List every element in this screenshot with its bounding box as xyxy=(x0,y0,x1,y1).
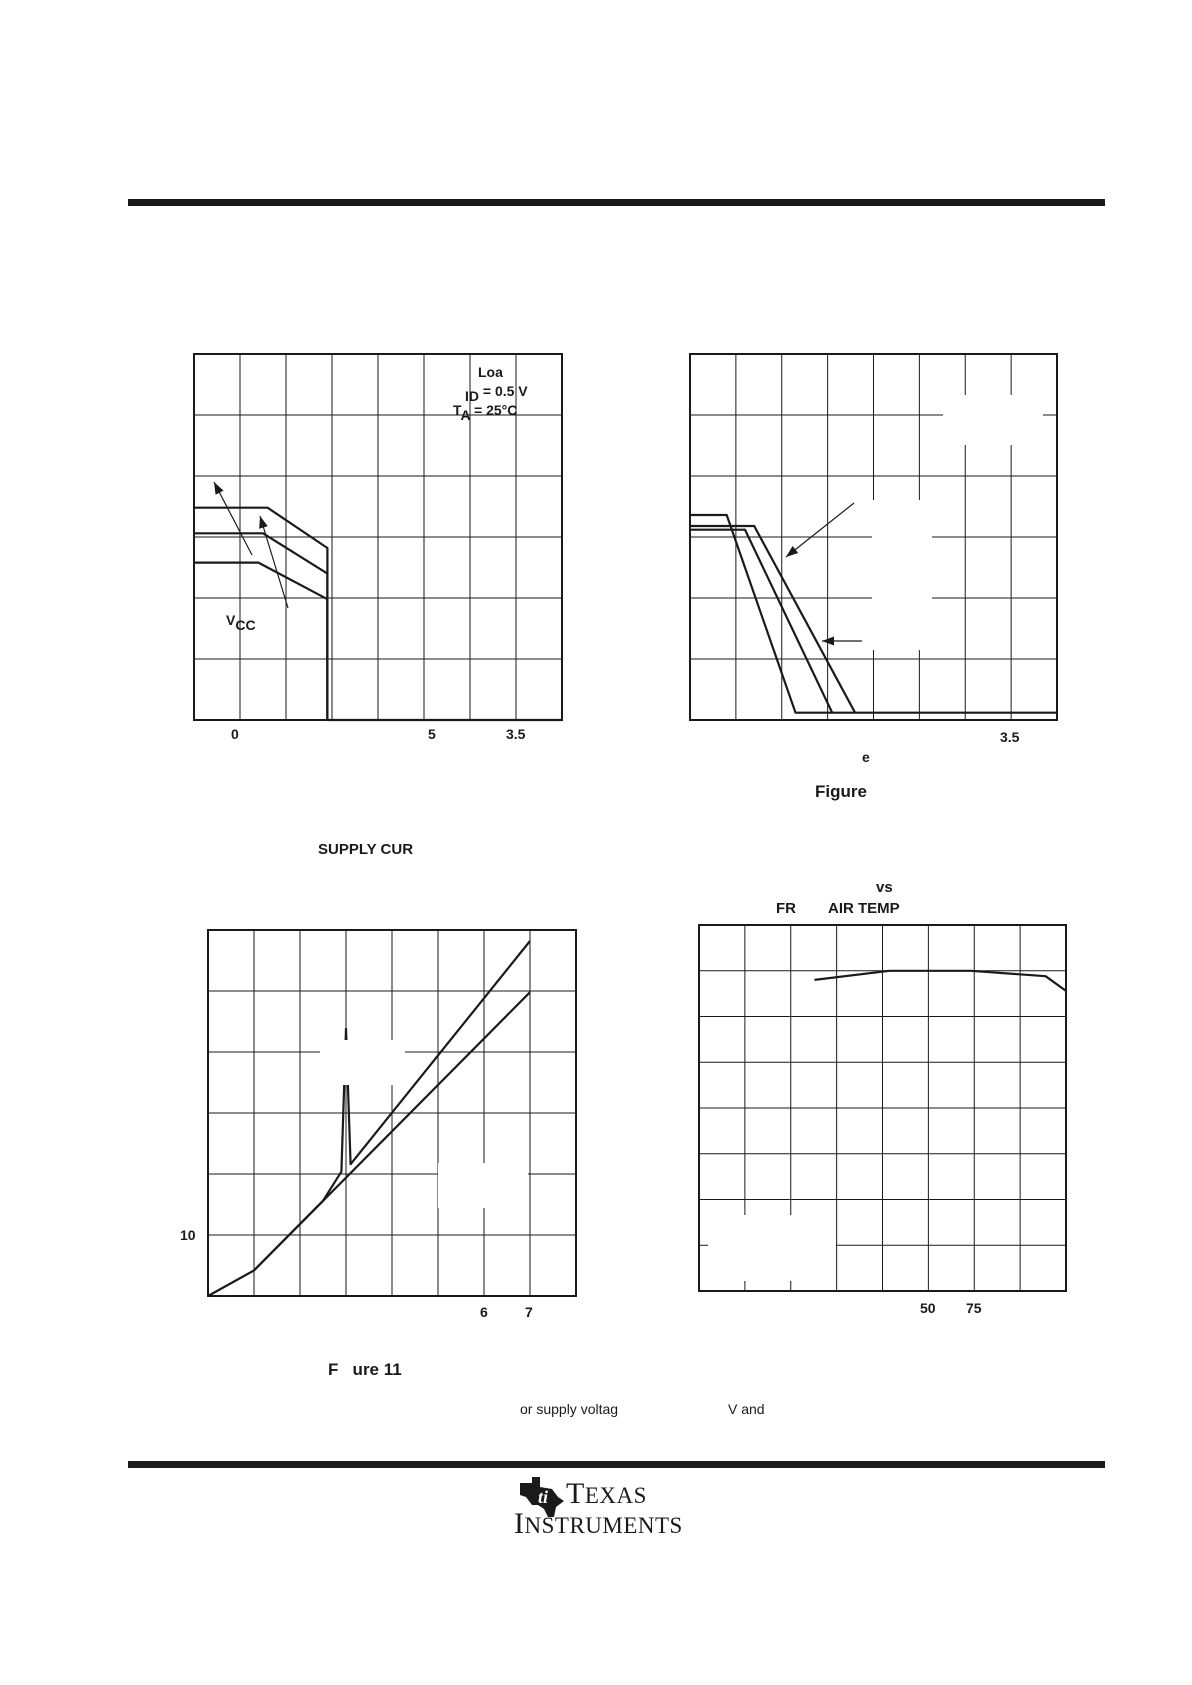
label-mask xyxy=(943,395,1043,445)
callout-arrow-3-shaft xyxy=(786,503,854,557)
annotation-vid xyxy=(465,383,528,404)
annotation-vcc-sub: CC xyxy=(235,617,256,633)
annotation-ta-value: = 25°C xyxy=(470,402,518,418)
series-line-tr-2 xyxy=(690,526,855,713)
series-line-tl-2 xyxy=(194,563,327,720)
caption-vs: vs xyxy=(876,879,893,896)
annotation-vcc xyxy=(226,612,256,633)
logo-instruments xyxy=(514,1507,683,1541)
callout-arrow-2-head xyxy=(259,516,268,529)
annotation-ta-prefix: T xyxy=(453,402,461,418)
axis-fragment-tr: e xyxy=(862,749,870,765)
annotation-vcc-v: V xyxy=(226,612,236,628)
figure-label-bottom-left: F ure 11 xyxy=(328,1360,402,1379)
svg-text:ti: ti xyxy=(538,1487,549,1507)
logo-texas-rest: EXAS xyxy=(584,1483,647,1508)
label-mask xyxy=(708,1215,836,1281)
caption-fr: FR xyxy=(776,900,796,917)
logo-texas xyxy=(566,1477,647,1511)
callout-arrow-2-shaft xyxy=(260,516,288,608)
label-mask xyxy=(320,1040,405,1085)
footnote-text-1: or supply voltag xyxy=(520,1401,619,1417)
callout-arrow-3-head xyxy=(786,546,798,557)
callout-arrow-1-head xyxy=(214,482,224,495)
annotation-load: Loa xyxy=(478,364,503,380)
series-line-tr-1 xyxy=(690,530,832,713)
tick-br-x-0: 50 xyxy=(920,1300,936,1316)
caption-air-temp: AIR TEMP xyxy=(828,900,900,917)
tick-bl-y-0: 10 xyxy=(180,1227,196,1243)
series-line-tl-1 xyxy=(194,533,327,720)
tick-tl-x-2: 3.5 xyxy=(506,726,526,742)
tick-br-x-1: 75 xyxy=(966,1300,982,1316)
figure-label-top-right: Figure xyxy=(815,782,867,801)
annotation-vid-prefix: ID xyxy=(465,388,479,404)
caption-supply-current: SUPPLY CUR xyxy=(318,841,414,858)
callout-arrow-1-shaft xyxy=(214,482,252,555)
logo-texas-initial: T xyxy=(566,1477,585,1510)
annotation-ta-sub: A xyxy=(460,407,471,423)
annotation-vid-value: = 0.5 V xyxy=(479,383,528,399)
label-mask xyxy=(872,500,932,650)
annotation-ta xyxy=(453,402,518,423)
tick-tr-x-0: 3.5 xyxy=(1000,729,1020,745)
tick-bl-x-1: 7 xyxy=(525,1304,533,1320)
label-mask xyxy=(438,1163,528,1208)
tick-tl-x-1: 5 xyxy=(428,726,436,742)
tick-tl-x-0: 0 xyxy=(231,726,239,742)
ti-logo xyxy=(514,1477,724,1551)
footnote-text-2: V and xyxy=(728,1401,765,1417)
logo-instruments-initial: I xyxy=(514,1507,525,1540)
logo-instruments-rest: NSTRUMENTS xyxy=(524,1513,683,1538)
series-line-br-0 xyxy=(815,971,1067,991)
series-line-bl-0 xyxy=(208,941,530,1296)
tick-bl-x-0: 6 xyxy=(480,1304,488,1320)
